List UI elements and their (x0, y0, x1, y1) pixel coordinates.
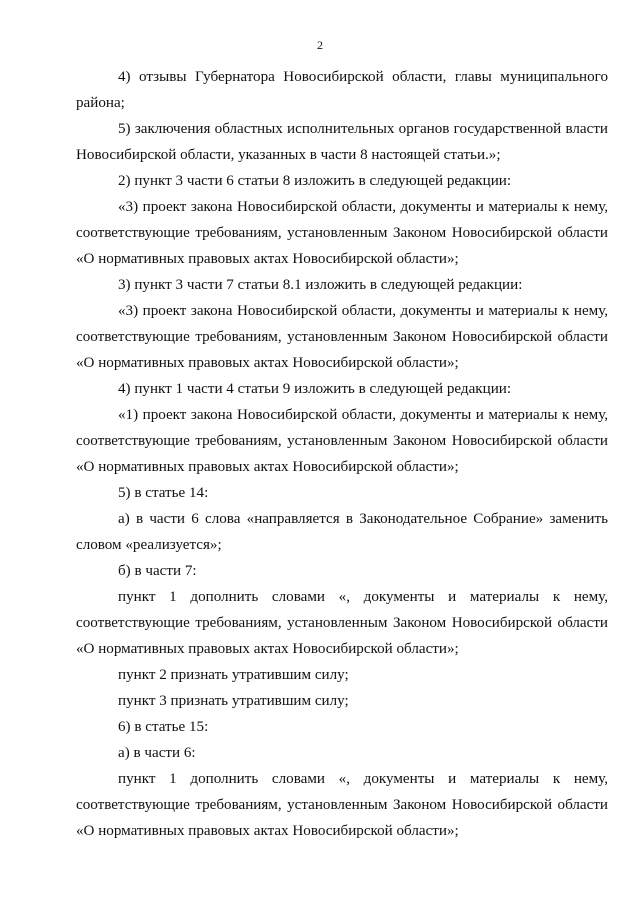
text-line: «1) проект закона Новосибирской области, документы и материалы к нему, (118, 407, 608, 423)
document-body (76, 64, 608, 844)
text-line: района; (76, 95, 125, 111)
text-line: «О нормативных правовых актах Новосибирской области»; (76, 355, 459, 371)
page-number: 2 (317, 38, 323, 52)
text-line: соответствующие требованиям, установленным Законом Новосибирской области (76, 225, 608, 241)
text-line: 6) в статье 15: (118, 719, 209, 735)
text-line: а) в части 6 слова «направляется в Законодательное Собрание» заменить (118, 511, 608, 527)
text-line: 4) пункт 1 части 4 статьи 9 изложить в следующей редакции: (118, 381, 512, 397)
text-line: соответствующие требованиям, установленным Законом Новосибирской области (76, 329, 608, 345)
text-line: а) в части 6: (118, 745, 196, 761)
text-line: пункт 3 признать утратившим силу; (118, 693, 349, 709)
text-line: «3) проект закона Новосибирской области, документы и материалы к нему, (118, 199, 608, 215)
text-line: «О нормативных правовых актах Новосибирской области»; (76, 251, 459, 267)
text-line: «О нормативных правовых актах Новосибирской области»; (76, 823, 459, 839)
text-line: «О нормативных правовых актах Новосибирской области»; (76, 641, 459, 657)
text-line: Новосибирской области, указанных в части 8 настоящей статьи.»; (76, 147, 501, 163)
text-line: соответствующие требованиям, установленным Законом Новосибирской области (76, 433, 608, 449)
text-line: словом «реализуется»; (76, 537, 222, 553)
text-line: 5) в статье 14: (118, 485, 209, 501)
text-line: 3) пункт 3 части 7 статьи 8.1 изложить в следующей редакции: (118, 277, 523, 293)
text-line: соответствующие требованиям, установленным Законом Новосибирской области (76, 615, 608, 631)
text-line: пункт 1 дополнить словами «, документы и материалы к нему, (118, 589, 608, 605)
text-line: 4) отзывы Губернатора Новосибирской области, главы муниципального (118, 69, 608, 85)
text-line: соответствующие требованиям, установленным Законом Новосибирской области (76, 797, 608, 813)
text-line: пункт 2 признать утратившим силу; (118, 667, 349, 683)
text-line: «3) проект закона Новосибирской области, документы и материалы к нему, (118, 303, 608, 319)
text-line: пункт 1 дополнить словами «, документы и материалы к нему, (118, 771, 608, 787)
text-line: 2) пункт 3 части 6 статьи 8 изложить в следующей редакции: (118, 173, 512, 189)
text-line: «О нормативных правовых актах Новосибирской области»; (76, 459, 459, 475)
text-line: 5) заключения областных исполнительных органов государственной власти (118, 121, 608, 137)
text-line: б) в части 7: (118, 563, 197, 579)
